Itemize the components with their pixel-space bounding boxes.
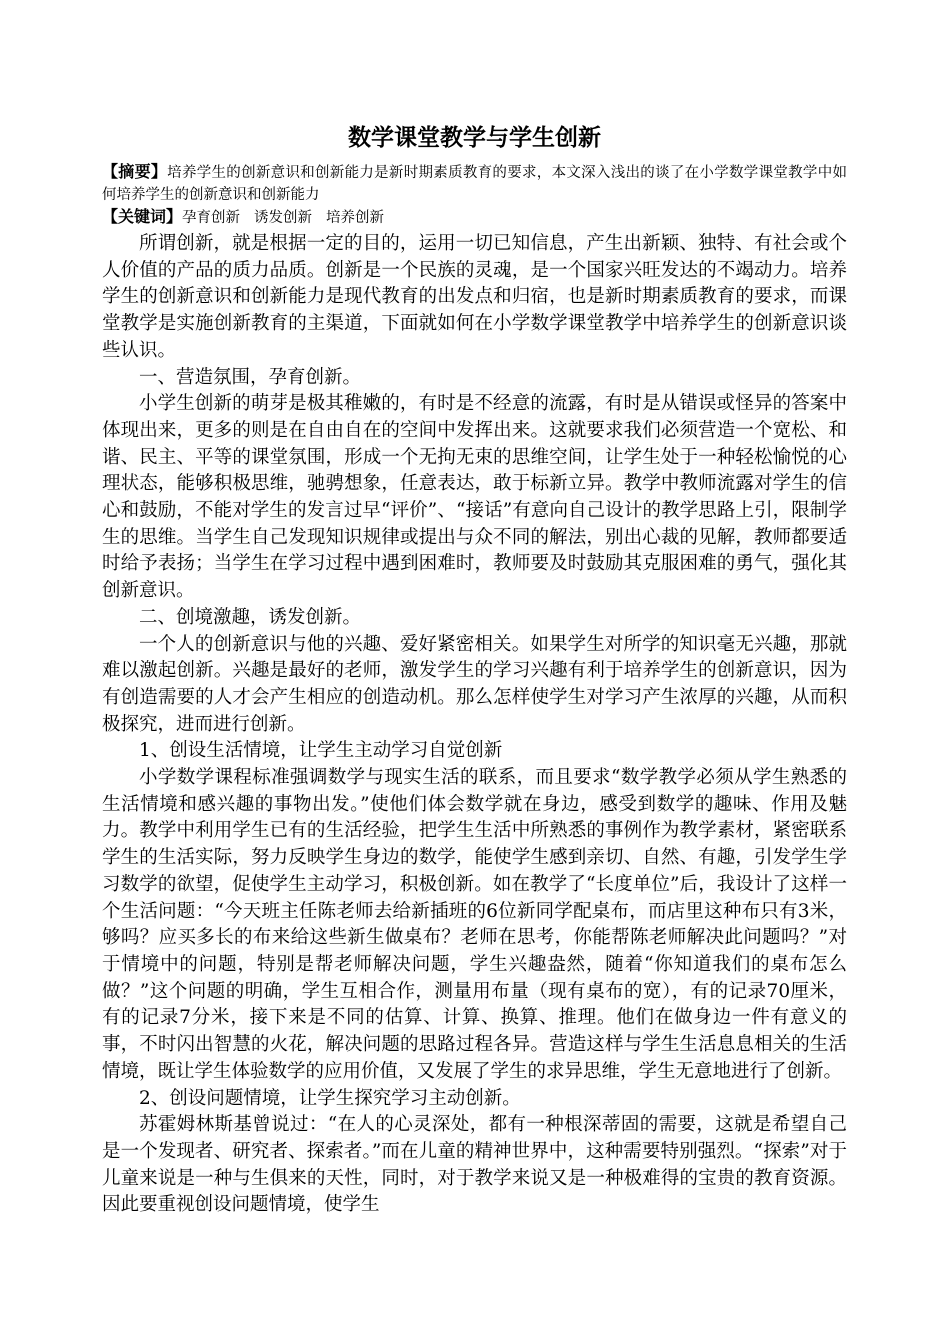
abstract-text: 培养学生的创新意识和创新能力是新时期素质教育的要求，本文深入浅出的谈了在小学数学课堂教学中如何培养学生的创新意识和创新能力 [102, 165, 847, 203]
paragraph: 小学数学课程标准强调数学与现实生活的联系，而且要求“数学教学必须从学生熟悉的生活情境和感兴趣的事物出发。”使他们体会数学就在身边，感受到数学的趣味、作用及魅力。教学中利用学生已有的生活经验，把学生生活中所熟悉的事例作为教学素材，紧密联系学生的生活实际，努力反映学生身边的数学，能使学生感到亲切、自然、有趣，引发学生学习数学的欲望，促使学生主动学习，积极创新。如在教学了“长度单位”后，我设计了这样一个生活问题：“今天班主任陈老师去给新插班的6位新同学配桌布，而店里这种布只有3米，够吗？应买多长的布来给这些新生做桌布？老师在思考，你能帮陈老师解决此问题吗？”对于情境中的问题，特别是帮老师解决问题，学生兴趣盎然，随着“你知道我们的桌布怎么做？”这个问题的明确，学生互相合作，测量用布量（现有桌布的宽），有的记录70厘米，有的记录7分米，接下来是不同的估算、计算、换算、推理。他们在做身边一件有意义的事，不时闪出智慧的火花，解决问题的思路过程各异。营造这样与学生生活息息相关的生活情境，既让学生体验数学的应用价值，又发展了学生的求异思维，学生无意地进行了创新。 [102, 767, 847, 1082]
paragraph: 苏霍姆林斯基曾说过：“在人的心灵深处，都有一种根深蒂固的需要，这就是希望自己是一个发现者、研究者、探索者。”而在儿童的精神世界中，这种需要特别强烈。“探索”对于儿童来说是一种与生俱来的天性，同时，对于教学来说又是一种极难得的宝贵的教育资源。因此要重视创设问题情境，使学生 [102, 1114, 847, 1216]
subsection-heading-1: 1、创设生活情境，让学生主动学习自觉创新 [139, 740, 503, 762]
abstract [102, 161, 847, 206]
paragraph: 一个人的创新意识与他的兴趣、爱好紧密相关。如果学生对所学的知识毫无兴趣，那就难以激起创新。兴趣是最好的老师，激发学生的学习兴趣有利于培养学生的创新意识，因为有创造需要的人才会产生相应的创造动机。那么怎样使学生对学习产生浓厚的兴趣，从而积极探究，进而进行创新。 [102, 633, 847, 735]
document-title: 数学课堂教学与学生创新 [348, 125, 601, 151]
keyword: 孕育创新 [182, 210, 241, 226]
subsection-heading-2: 2、创设问题情境，让学生探究学习主动创新。 [139, 1087, 521, 1109]
document-body [102, 118, 847, 1219]
section-heading-1: 一、营造氛围，孕育创新。 [139, 366, 362, 388]
abstract-label: 【摘要】 [102, 162, 168, 181]
keywords-label: 【关键词】 [102, 207, 183, 226]
section-heading-2: 二、创境激趣，诱发创新。 [139, 606, 362, 628]
paragraph: 小学生创新的萌芽是极其稚嫩的，有时是不经意的流露，有时是从错误或怪异的答案中体现出来，更多的则是在自由自在的空间中发挥出来。这就要求我们必须营造一个宽松、和谐、民主、平等的课堂氛围，形成一个无拘无束的思维空间，让学生处于一种轻松愉悦的心理状态，能够积极思维，驰骋想象，任意表达，敢于标新立异。教学中教师流露对学生的信心和鼓励，不能对学生的发言过早“评价”、“接话”有意向自己设计的教学思路上引，限制学生的思维。当学生自己发现知识规律或提出与众不同的解法，别出心裁的见解，教师都要适时给予表扬；当学生在学习过程中遇到困难时，教师要及时鼓励其克服困难的勇气，强化其创新意识。 [102, 393, 847, 602]
keywords [102, 206, 847, 229]
keyword: 诱发创新 [254, 210, 313, 226]
paragraph-intro: 所谓创新，就是根据一定的目的，运用一切已知信息，产生出新颖、独特、有社会或个人价值的产品的质力品质。创新是一个民族的灵魂，是一个国家兴旺发达的不竭动力。培养学生的创新意识和创新能力是现代教育的出发点和归宿，也是新时期素质教育的要求，而课堂教学是实施创新教育的主渠道，下面就如何在小学数学课堂教学中培养学生的创新意识谈些认识。 [102, 233, 847, 361]
keyword: 培养创新 [326, 210, 385, 226]
